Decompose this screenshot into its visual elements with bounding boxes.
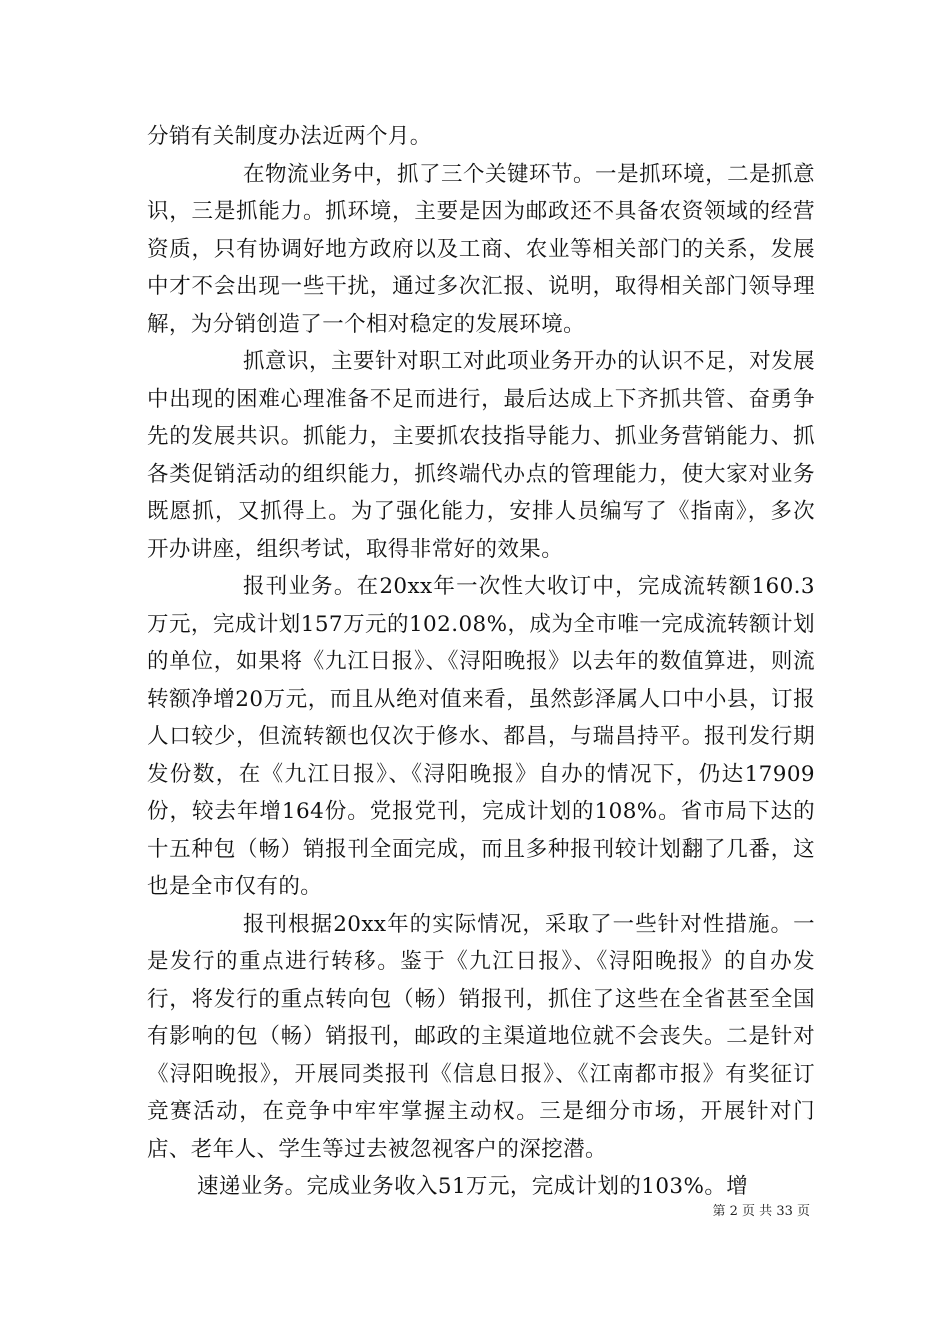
paragraph-newspaper-measures: 报刊根据20xx年的实际情况，采取了一些针对性措施。一是发行的重点进行转移。鉴于《九江日报》、《浔阳晚报》的自办发行，将发行的重点转向包（畅）销报刊，抓住了这些在全省甚至全国有影响的包（畅）销报刊，邮政的主渠道地位就不会丧失。二是针对《浔阳晚报》，开展同类报刊《信息日报》、《江南都市报》有奖征订竞赛活动，在竞争中牢牢掌握主动权。三是细分市场，开展针对门店、老年人、学生等过去被忽视客户的深挖潜。 (147, 911, 815, 1162)
paragraph-continuation: 分销有关制度办法近两个月。 (147, 124, 432, 149)
paragraph-logistics: 在物流业务中，抓了三个关键环节。一是抓环境，二是抓意识，三是抓能力。抓环境，主要是因为邮政还不具备农资领域的经营资质，只有协调好地方政府以及工商、农业等相关部门的关系，发展中才不会出现一些干扰，通过多次汇报、说明，取得相关部门领导理解，为分销创造了一个相对稳定的发展环境。 (147, 161, 815, 337)
page-number-footer: 第 2 页 共 33 页 (712, 1204, 810, 1219)
document-body (147, 118, 815, 1206)
paragraph-newspaper-business: 报刊业务。在20xx年一次性大收订中，完成流转额160.3万元，完成计划157万元的102.08%，成为全市唯一完成流转额计划的单位，如果将《九江日报》、《浔阳晚报》以去年的数值算进，则流转额净增20万元，而且从绝对值来看，虽然彭泽属人口中小县，订报人口较少，但流转额也仅次于修水、都昌，与瑞昌持平。报刊发行期发份数，在《九江日报》、《浔阳晚报》自办的情况下，仍达17909份，较去年增164份。党报党刊，完成计划的108%。省市局下达的十五种包（畅）销报刊全面完成，而且多种报刊较计划翻了几番，这也是全市仅有的。 (147, 574, 815, 899)
paragraph-express-business: 速递业务。完成业务收入51万元，完成计划的103%。增 (197, 1174, 749, 1199)
paragraph-awareness: 抓意识，主要针对职工对此项业务开办的认识不足，对发展中出现的困难心理准备不足而进行，最后达成上下齐抓共管、奋勇争先的发展共识。抓能力，主要抓农技指导能力、抓业务营销能力、抓各类促销活动的组织能力，抓终端代办点的管理能力，使大家对业务既愿抓，又抓得上。为了强化能力，安排人员编写了《指南》，多次开办讲座，组织考试，取得非常好的效果。 (147, 349, 815, 562)
